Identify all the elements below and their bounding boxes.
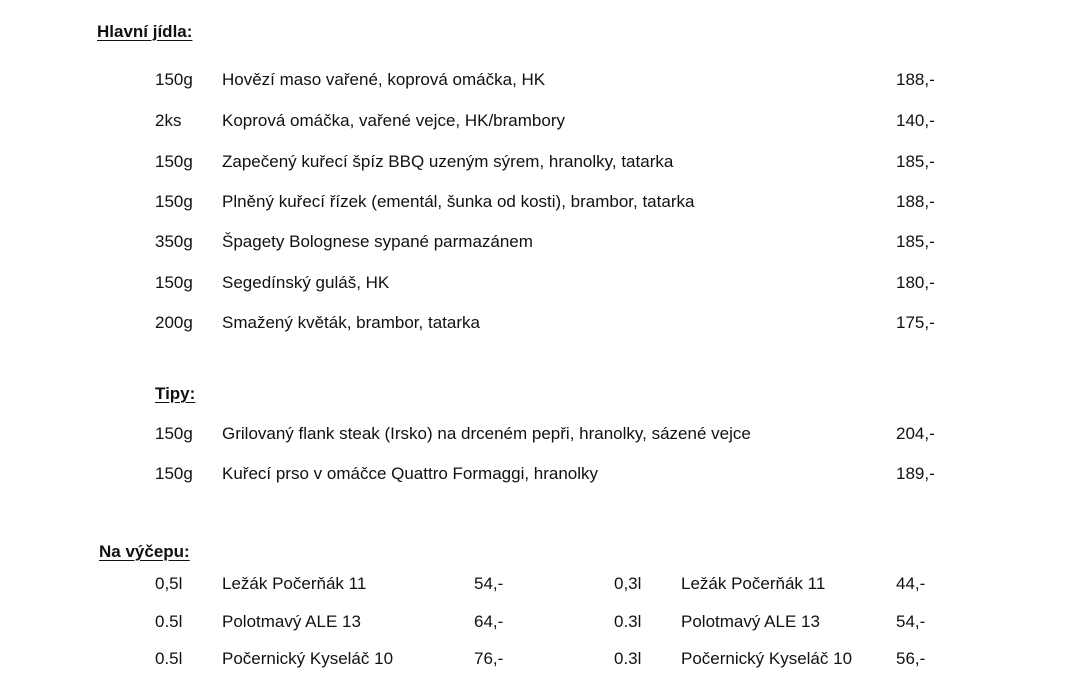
- beer-row: [0, 574, 1080, 598]
- item-price: 185,-: [896, 152, 935, 171]
- beer-volume-small: 0.3l: [614, 612, 642, 631]
- beer-price: 44,-: [896, 574, 926, 593]
- menu-item: [0, 192, 1080, 216]
- menu-item: [0, 273, 1080, 297]
- beer-row: [0, 649, 1080, 673]
- item-quantity: 150g: [155, 152, 193, 171]
- beer-price: 54,-: [896, 612, 926, 631]
- beer-volume-large: 0.5l: [155, 612, 183, 631]
- beer-volume-small: 0,3l: [614, 574, 642, 593]
- item-name: Špagety Bolognese sypané parmazánem: [222, 232, 533, 251]
- item-price: 185,-: [896, 232, 935, 251]
- beer-volume-large: 0.5l: [155, 649, 183, 668]
- menu-item: [0, 313, 1080, 337]
- item-name: Kuřecí prso v omáčce Quattro Formaggi, hranolky: [222, 464, 599, 483]
- menu-item: [0, 111, 1080, 135]
- beer-name: Ležák Počerňák 11: [681, 574, 826, 593]
- item-name: Hovězí maso vařené, koprová omáčka, HK: [222, 70, 546, 89]
- menu-item: [0, 70, 1080, 94]
- item-quantity: 150g: [155, 464, 193, 483]
- item-name: Smažený květák, brambor, tatarka: [222, 313, 480, 332]
- item-name: Grilovaný flank steak (Irsko) na drceném pepři, hranolky, sázené vejce: [222, 424, 751, 443]
- item-quantity: 200g: [155, 313, 193, 332]
- beer-name: Polotmavý ALE 13: [681, 612, 820, 631]
- tips-heading: Tipy:: [155, 384, 196, 403]
- item-quantity: 150g: [155, 273, 193, 292]
- beer-price: 64,-: [474, 612, 504, 631]
- menu-item: [0, 232, 1080, 256]
- item-name: Plněný kuřecí řízek (ementál, šunka od kosti), brambor, tatarka: [222, 192, 695, 211]
- beer-name: Počernický Kyseláč 10: [222, 649, 394, 668]
- beer-name: Ležák Počerňák 11: [222, 574, 367, 593]
- main-dishes-heading: Hlavní jídla:: [97, 22, 193, 41]
- item-price: 180,-: [896, 273, 935, 292]
- item-price: 175,-: [896, 313, 935, 332]
- beer-price: 76,-: [474, 649, 504, 668]
- beer-price: 54,-: [474, 574, 504, 593]
- item-name: Zapečený kuřecí špíz BBQ uzeným sýrem, hranolky, tatarka: [222, 152, 674, 171]
- beer-row: [0, 612, 1080, 636]
- item-price: 140,-: [896, 111, 935, 130]
- item-quantity: 2ks: [155, 111, 182, 130]
- menu-item: [0, 424, 1080, 448]
- item-name: Segedínský guláš, HK: [222, 273, 390, 292]
- menu-item: [0, 464, 1080, 488]
- beer-name: Počernický Kyseláč 10: [681, 649, 853, 668]
- item-quantity: 150g: [155, 192, 193, 211]
- item-quantity: 150g: [155, 70, 193, 89]
- item-quantity: 150g: [155, 424, 193, 443]
- item-price: 204,-: [896, 424, 935, 443]
- beer-name: Polotmavý ALE 13: [222, 612, 361, 631]
- item-name: Koprová omáčka, vařené vejce, HK/brambory: [222, 111, 565, 130]
- menu-item: [0, 152, 1080, 176]
- beer-volume-small: 0.3l: [614, 649, 642, 668]
- on-tap-heading: Na výčepu:: [99, 542, 190, 561]
- item-price: 189,-: [896, 464, 935, 483]
- beer-volume-large: 0,5l: [155, 574, 183, 593]
- item-price: 188,-: [896, 70, 935, 89]
- item-price: 188,-: [896, 192, 935, 211]
- item-quantity: 350g: [155, 232, 193, 251]
- beer-price: 56,-: [896, 649, 926, 668]
